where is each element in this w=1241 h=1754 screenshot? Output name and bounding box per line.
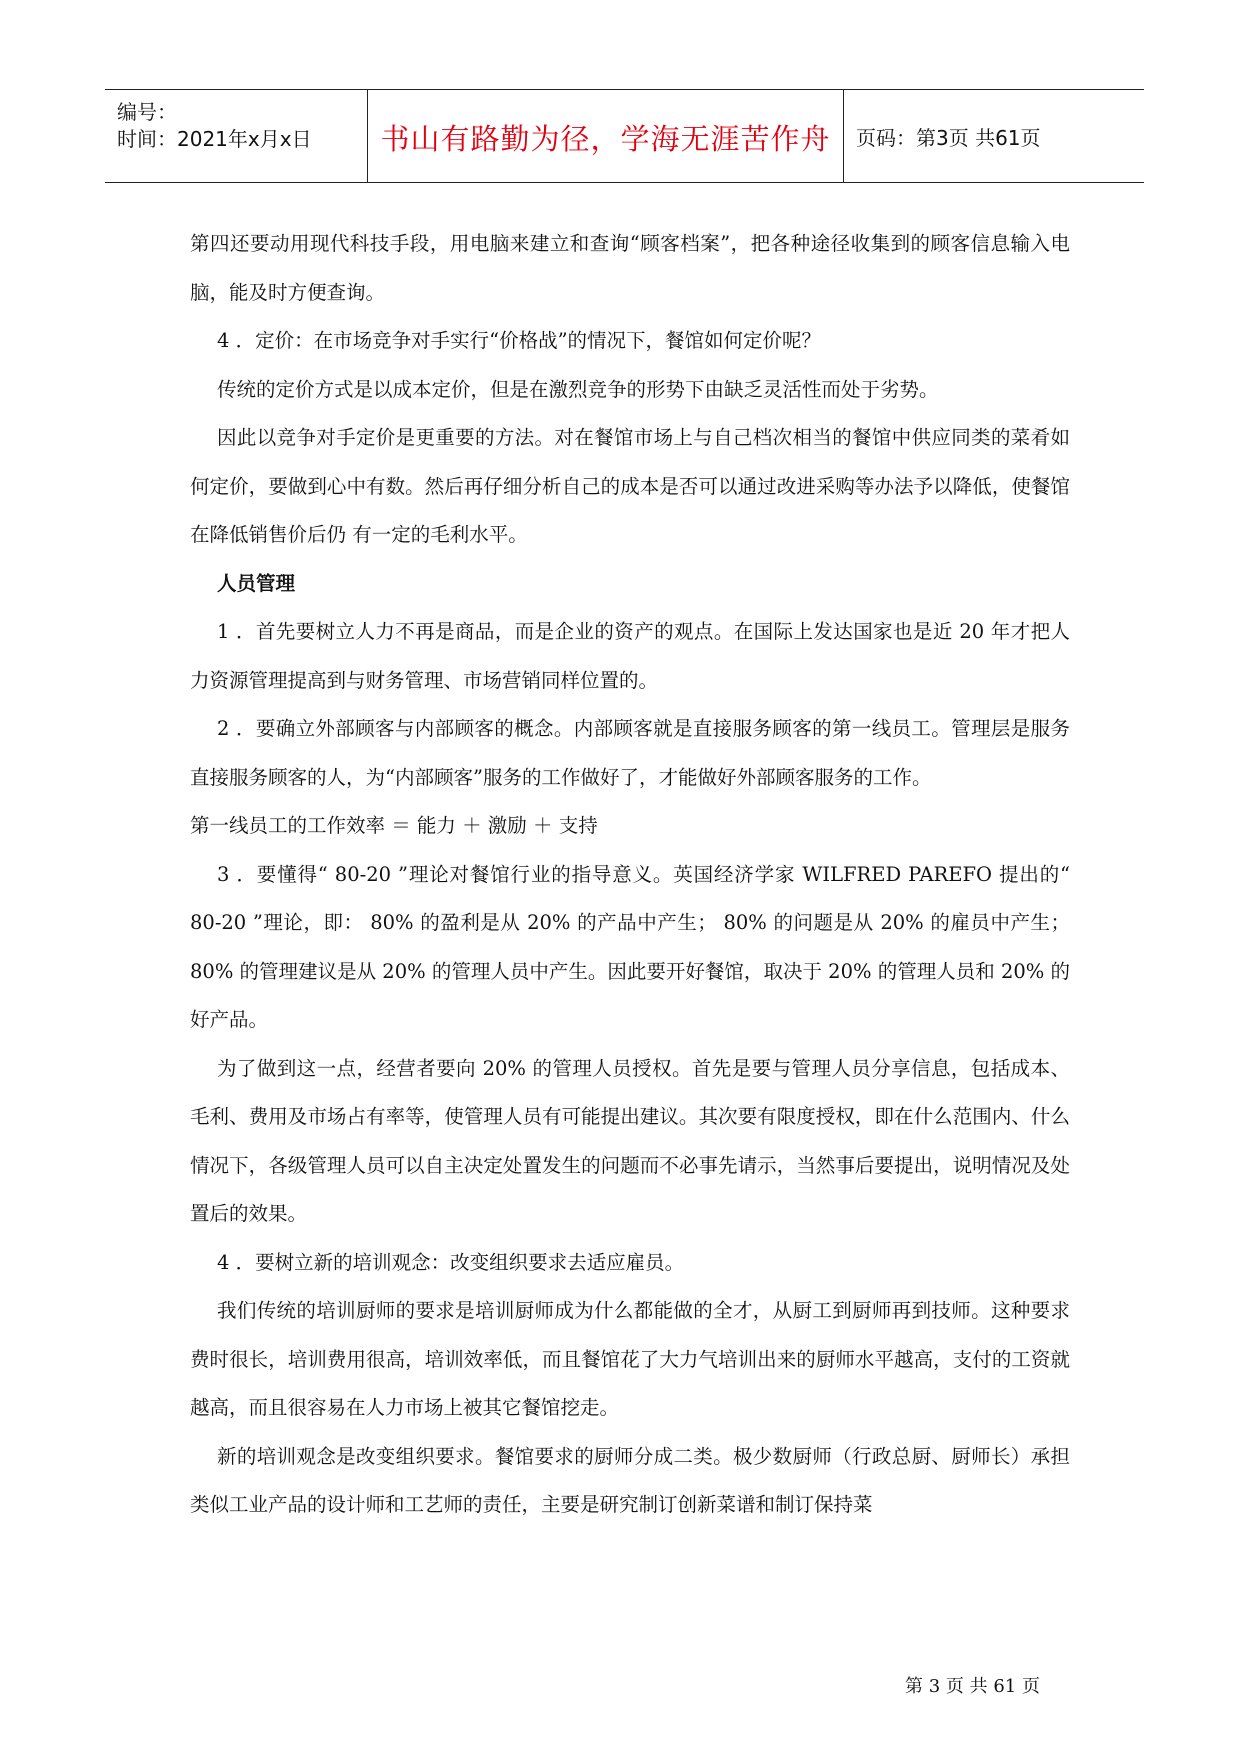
- header-motto-cell: [368, 90, 844, 182]
- header-motto: 书山有路勤为径，学海无涯苦作舟: [380, 122, 831, 156]
- document-header: [105, 89, 1144, 183]
- paragraph: 3 ．要懂得“ 80-20 ”理论对餐馆行业的指导意义。英国经济学家 WILFRED PAREFO 提出的“ 80-20 ”理论，即： 80% 的盈利是从 20% 的产品中产生； 80% 的问题是从 20% 的雇员中产生； 80% 的管理建议是从 20% 的管理人员中产生。因此要开好餐馆，取决于 20% 的管理人员和 20% 的好产品。: [190, 862, 1070, 1031]
- page-footer: 第 3 页 共 61 页: [905, 1676, 1040, 1697]
- paragraph: 第四还要动用现代科技手段，用电脑来建立和查询“顾客档案”，把各种途径收集到的顾客信息输入电脑，能及时方便查询。: [190, 232, 1070, 304]
- document-body: [190, 220, 1070, 1530]
- paragraph: 传统的定价方式是以成本定价，但是在激烈竞争的形势下由缺乏灵活性而处于劣势。: [217, 377, 939, 401]
- document-date-label: 时间：2021年x月x日: [117, 127, 312, 151]
- paragraph: 因此以竞争对手定价是更重要的方法。对在餐馆市场上与自己档次相当的餐馆中供应同类的菜肴如何定价，要做到心中有数。然后再仔细分析自己的成本是否可以通过改进采购等办法予以降低，使餐馆在降低销售价后仍 有一定的毛利水平。: [190, 426, 1070, 546]
- document-number-label: 编号：: [117, 100, 177, 124]
- paragraph: 新的培训观念是改变组织要求。餐馆要求的厨师分成二类。极少数厨师（行政总厨、厨师长）承担类似工业产品的设计师和工艺师的责任，主要是研究制订创新菜谱和制订保持菜: [190, 1444, 1070, 1516]
- paragraph: 4 ．要树立新的培训观念：改变组织要求去适应雇员。: [217, 1250, 685, 1274]
- section-heading: 人员管理: [217, 571, 296, 595]
- paragraph: 4 ．定价：在市场竞争对手实行“价格战”的情况下，餐馆如何定价呢？: [217, 329, 822, 352]
- header-page-code: 页码：第3页 共61页: [856, 126, 1041, 150]
- formula-line: 第一线员工的工作效率 ＝ 能力 ＋ 激励 ＋ 支持: [190, 814, 598, 837]
- paragraph: 1 ．首先要树立人力不再是商品，而是企业的资产的观点。在国际上发达国家也是近 20 年才把人力资源管理提高到与财务管理、市场营销同样位置的。: [190, 620, 1070, 692]
- header-info-cell: [105, 90, 368, 182]
- header-page-cell: [844, 90, 1144, 182]
- paragraph: 为了做到这一点，经营者要向 20% 的管理人员授权。首先是要与管理人员分享信息，包括成本、毛利、费用及市场占有率等，使管理人员有可能提出建议。其次要有限度授权，即在什么范围内、什么情况下，各级管理人员可以自主决定处置发生的问题而不必事先请示，当然事后要提出，说明情况及处置后的效果。: [190, 1056, 1070, 1225]
- paragraph: 2 ．要确立外部顾客与内部顾客的概念。内部顾客就是直接服务顾客的第一线员工。管理层是服务直接服务顾客的人，为“内部顾客”服务的工作做好了，才能做好外部顾客服务的工作。: [190, 717, 1070, 789]
- paragraph: 我们传统的培训厨师的要求是培训厨师成为什么都能做的全才，从厨工到厨师再到技师。这种要求费时很长，培训费用很高，培训效率低，而且餐馆花了大力气培训出来的厨师水平越高，支付的工资就越高，而且很容易在人力市场上被其它餐馆挖走。: [190, 1299, 1070, 1419]
